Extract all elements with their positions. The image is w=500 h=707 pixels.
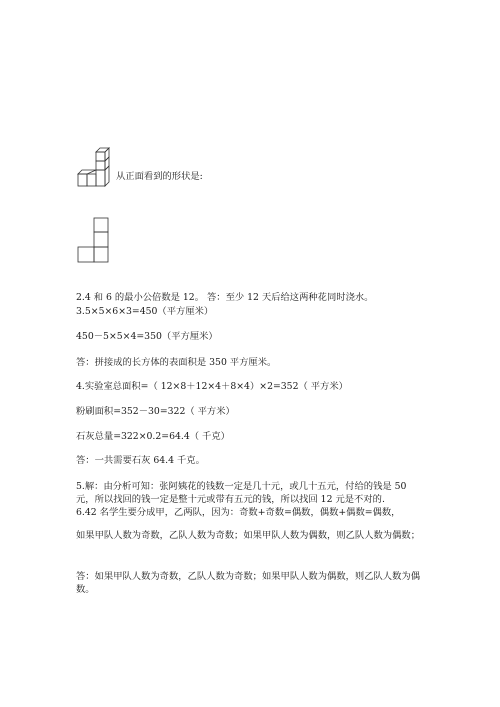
figure-caption: 从正面看到的形状是: <box>116 171 203 182</box>
answer-6-intro: 6.42 名学生要分成甲，乙两队，因为：奇数+奇数=偶数，偶数+偶数=偶数， <box>76 507 401 518</box>
answer-3-step1: 3.5×5×6×3=450（平方厘米） <box>76 306 214 317</box>
answer-6-conclusion: 答：如果甲队人数为奇数，乙队人数为奇数；如果甲队人数为偶数，则乙队人数为偶数。 <box>76 571 420 595</box>
front-view-figure <box>76 216 116 264</box>
answer-4-step3: 石灰总量=322×0.2=64.4（ 千克） <box>76 431 230 442</box>
answer-3-step2: 450－5×5×4=350（平方厘米） <box>76 331 218 342</box>
cube-stack-figure <box>76 146 116 191</box>
answer-3-conclusion: 答：拼接成的长方体的表面积是 350 平方厘米。 <box>76 357 277 368</box>
answer-4-step2: 粉刷面积=352－30=322（ 平方米） <box>76 406 235 417</box>
answer-6-reasoning: 如果甲队人数为奇数，乙队人数为奇数；如果甲队人数为偶数，则乙队人数为偶数； <box>76 530 420 541</box>
answer-5: 5.解：由分析可知：张阿姨花的钱数一定是几十元，或几十五元，付给的钱是 50 元，所以找回的钱一定是整十元或带有五元的钱，所以找回 12 元是不对的. <box>76 481 407 505</box>
answer-4-conclusion: 答：一共需要石灰 64.4 千克。 <box>76 455 205 466</box>
answer-2: 2.4 和 6 的最小公倍数是 12。 答：至少 12 天后给这两种花同时浇水。 <box>76 292 374 303</box>
answer-4-step1: 4.实验室总面积=（ 12×8＋12×4＋8×4）×2=352（ 平方米） <box>76 381 348 392</box>
